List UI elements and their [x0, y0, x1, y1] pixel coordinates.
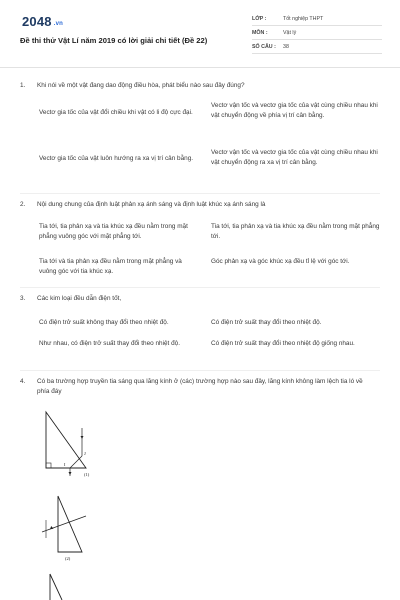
meta-value: 38 [283, 44, 289, 50]
question-divider [20, 287, 380, 288]
q1-option-b[interactable]: Vectơ vận tốc và vectơ gia tốc của vật cùng chiều nhau khi vật chuyển động về phía vị trí cân bằng. [211, 102, 378, 119]
meta-subject [252, 28, 382, 40]
prism-figure-3 [38, 572, 78, 600]
prism-triangle [58, 496, 82, 552]
logo-suffix: .vn [53, 21, 64, 27]
q3-option-d[interactable]: Có điện trở suất thay đổi theo nhiệt độ giống nhau. [211, 340, 355, 347]
question-text: Có ba trường hợp truyền tia sáng qua lăng kính ở (các) trường hợp nào sau đây, lăng kính không làm lệch tia ló về phía đáy [37, 378, 363, 395]
q2-option-a[interactable]: Tia tới, tia phản xạ và tia khúc xạ đều nằm trong mặt phẳng vuông góc với mặt phẳng tới. [39, 223, 188, 240]
meta-count [252, 42, 382, 54]
q3-option-a[interactable]: Có điện trở suất không thay đổi theo nhiệt độ. [39, 319, 169, 326]
q2-option-c[interactable]: Tia tới và tia phản xạ đều nằm trong mặt phẳng và vuông góc với tia khúc xạ. [39, 258, 182, 275]
question-number: 3. [20, 295, 26, 302]
question-number: 1. [20, 82, 26, 89]
meta-value: Vật lý [283, 30, 297, 36]
meta-key: SỐ CÂU : [252, 44, 276, 50]
right-angle-mark [46, 463, 51, 468]
document-header [0, 0, 400, 60]
figure-label-2: (2) [65, 556, 71, 561]
figure-label-1: (1) [84, 472, 90, 477]
ray-arrow-icon [50, 526, 54, 529]
q3-option-c[interactable]: Như nhau, có điện trở suất thay đổi theo nhiệt độ. [39, 340, 180, 347]
prism-figure-2 [38, 492, 98, 564]
q1-option-c[interactable]: Vectơ gia tốc của vật luôn hướng ra xa vị trí cân bằng. [39, 155, 194, 162]
logo-text: 2048 [22, 14, 52, 29]
page-title: Đề thi thử Vật Lí năm 2019 có lời giải chi tiết (Đề 22) [20, 36, 208, 45]
prism-triangle [46, 412, 86, 468]
question-divider [20, 193, 380, 194]
point-label-j: J [84, 451, 86, 456]
question-text: Các kim loại đều dẫn điện tốt, [37, 295, 122, 302]
q2-option-b[interactable]: Tia tới, tia phản xạ và tia khúc xạ đều nằm trong mặt phẳng tới. [211, 223, 380, 240]
q1-option-a[interactable]: Vectơ gia tốc của vật đổi chiều khi vật có li độ cực đại. [39, 109, 193, 116]
meta-key: MÔN : [252, 30, 268, 36]
prism-edge [50, 574, 62, 600]
question-text: Nội dung chung của định luật phản xạ ánh sáng và định luật khúc xạ ánh sáng là [37, 201, 266, 208]
ray-arrow-icon [69, 472, 72, 475]
ray-arrow-icon [81, 436, 84, 439]
meta-value: Tốt nghiệp THPT [283, 16, 324, 22]
incident-ray [42, 516, 86, 532]
meta-divider [252, 39, 382, 40]
header-separator [0, 67, 400, 68]
q1-option-d[interactable]: Vectơ vận tốc và vectơ gia tốc của vật cùng chiều nhau khi vật chuyển động ra xa vị trí cân bằng. [211, 149, 378, 166]
point-label-i: I [64, 462, 66, 467]
reflected-ray [70, 456, 82, 468]
question-number: 4. [20, 378, 26, 385]
meta-key: LỚP : [252, 16, 267, 22]
site-logo[interactable] [22, 14, 63, 29]
question-text: Khi nói về một vật đang dao động điều hòa, phát biểu nào sau đây đúng? [37, 82, 245, 89]
question-divider [20, 370, 380, 371]
meta-divider [252, 53, 382, 54]
q2-option-d[interactable]: Góc phản xạ và góc khúc xạ đều tỉ lệ với góc tới. [211, 258, 350, 265]
meta-class [252, 14, 382, 26]
question-number: 2. [20, 201, 26, 208]
prism-figure-1 [38, 408, 108, 480]
q3-option-b[interactable]: Có điện trở suất thay đổi theo nhiệt độ. [211, 319, 322, 326]
meta-divider [252, 25, 382, 26]
